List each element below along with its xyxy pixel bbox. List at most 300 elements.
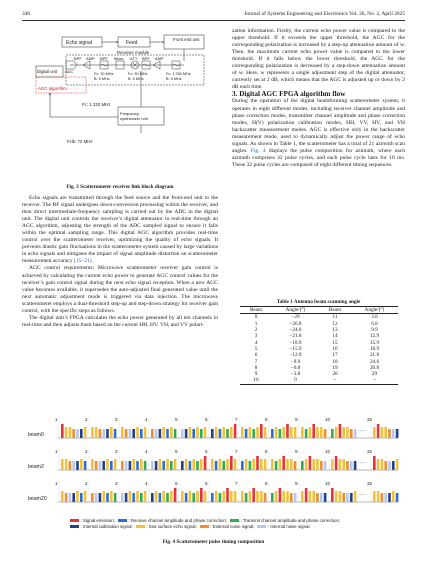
- ellipsis: ······: [358, 428, 368, 433]
- table-cell: 0: [254, 314, 258, 321]
- bpf-label-1: BPF: [74, 56, 82, 61]
- pulse-bar-ext_noise: [290, 493, 293, 502]
- pulse-bar-ext_noise: [69, 461, 72, 470]
- pulse-bar-sea: [339, 491, 342, 502]
- pulse-bar-sea: [166, 459, 169, 470]
- table1: [240, 306, 398, 385]
- cycle-label: 2: [85, 449, 88, 454]
- fclk-label: Fclk: 72 MHz: [67, 139, 93, 144]
- legend-swatch: [70, 519, 79, 522]
- ellipsis: ······: [358, 460, 368, 465]
- legend-item-rx_cal: [118, 518, 227, 523]
- pulse-bar-tx_cal: [192, 493, 195, 502]
- pulse-bar-int_noise: [392, 429, 395, 438]
- pulse-bar-signal: [252, 488, 255, 502]
- pulse-bar-sea: [132, 459, 135, 470]
- pulse-bar-sea: [185, 459, 188, 470]
- pulse-bar-sea: [392, 491, 395, 502]
- table-cell: 3.8: [371, 314, 378, 321]
- fc-1250-label: Fc: 1 250 MHz: [166, 72, 191, 76]
- pulse-bar-signal: [305, 488, 308, 502]
- pulse-bar-sea: [211, 459, 214, 470]
- pulse-bar-tx_cal: [245, 493, 248, 502]
- pulse-bar-sea: [65, 427, 68, 438]
- pulse-bar-tx_cal: [166, 493, 169, 502]
- pulse-bar-sea: [84, 427, 87, 438]
- pulse-bar-ext_noise: [91, 493, 94, 502]
- row-label: beam0: [28, 432, 44, 438]
- pulse-bar-sea: [61, 491, 64, 502]
- pulse-bar-ext_noise: [384, 461, 387, 470]
- pulse-bar-sea: [354, 491, 357, 502]
- pulse-bar-ext_noise: [342, 493, 345, 502]
- pulse-bar-int_noise: [350, 461, 353, 470]
- feed-label: Feed: [126, 40, 138, 46]
- pulse-bar-sea: [91, 427, 94, 438]
- b-5-label-2: B: 5 MHz: [166, 77, 182, 81]
- pulse-bar-sea: [264, 459, 267, 470]
- pulse-bar-sea: [230, 491, 233, 502]
- pulse-bar-int_cal: [99, 493, 102, 502]
- legend-swatch: [136, 525, 145, 528]
- pulse-bar-ext_noise: [324, 429, 327, 438]
- pulse-bar-tx_cal: [275, 461, 278, 470]
- pulse-bar-sea: [222, 491, 225, 502]
- pulse-bar-sea: [290, 427, 293, 438]
- pulse-bar-sea: [342, 459, 345, 470]
- amp-label-1: AMP: [86, 56, 95, 61]
- pulse-bar-tx_cal: [219, 493, 222, 502]
- pulse-bar-tx_cal: [174, 429, 177, 438]
- pulse-bar-int_noise: [125, 461, 128, 470]
- freq-synth-label: Frequency: [120, 111, 139, 116]
- pulse-bar-sea: [249, 427, 252, 438]
- bpf-label-3: BPF: [142, 56, 150, 61]
- row-label: beam20: [28, 496, 47, 502]
- legend-swatch: [118, 519, 127, 522]
- pulse-bar-int_cal: [151, 493, 154, 502]
- bpf2-symbol: [142, 61, 150, 69]
- pulse-bar-rx_cal: [396, 493, 399, 502]
- table-cell: 19: [332, 364, 338, 371]
- table-cell: 9: [254, 371, 258, 378]
- pulse-bar-sea: [312, 459, 315, 470]
- pulse-bar-ext_noise: [381, 493, 384, 502]
- table-cell: −12.9: [289, 352, 302, 359]
- pulse-bar-int_cal: [324, 493, 327, 502]
- pulse-bar-tx_cal: [200, 429, 203, 438]
- pulse-bar-sea: [241, 427, 244, 438]
- left-column: [22, 195, 218, 329]
- table-cell: 2: [254, 327, 258, 334]
- pulse-bar-sea: [84, 491, 87, 502]
- fc-lo-label: Fc: 1 220 MHz: [82, 102, 111, 107]
- cycle-label: 10: [325, 417, 331, 422]
- cycle-label: 1: [55, 481, 58, 486]
- pulse-bar-sea: [249, 491, 252, 502]
- svg-text:synthesizer unit: synthesizer unit: [120, 116, 148, 121]
- legend-swatch: [200, 525, 209, 528]
- legend-item-int_cal: [70, 524, 133, 529]
- pulse-bar-int_cal: [106, 429, 109, 438]
- pulse-bar-rx_cal: [114, 429, 117, 438]
- column-header: Beam: [328, 307, 342, 314]
- table-cell: −29: [291, 314, 300, 321]
- pulse-bar-sea: [230, 427, 233, 438]
- pulse-bar-rx_cal: [211, 493, 214, 502]
- table-cell: 12: [332, 320, 338, 327]
- pulse-bar-int_noise: [346, 493, 349, 502]
- pulse-bar-signal: [230, 456, 233, 470]
- table-cell: 4: [254, 339, 258, 346]
- table-cell: 1: [254, 320, 258, 327]
- receiver-module-label: Receiver module: [117, 50, 150, 55]
- pulse-bar-sea: [320, 427, 323, 438]
- table-cell: 13: [332, 327, 338, 334]
- pulse-bar-ext_noise: [316, 493, 319, 502]
- pulse-bar-int_noise: [69, 493, 72, 502]
- pulse-bar-sea: [159, 459, 162, 470]
- pulse-bar-signal: [286, 424, 289, 438]
- table-cell: 17: [332, 352, 338, 359]
- pulse-bar-sea: [331, 459, 334, 470]
- legend-swatch: [257, 525, 266, 528]
- pulse-bar-sea: [69, 427, 72, 438]
- pulse-bar-int_cal: [350, 493, 353, 502]
- pulse-bar-sea: [215, 427, 218, 438]
- pulse-bar-sea: [196, 427, 199, 438]
- cycle-label: 7: [235, 481, 238, 486]
- pulse-bar-rx_cal: [219, 429, 222, 438]
- table-cell: 26.8: [369, 364, 380, 371]
- pulse-bar-int_noise: [72, 461, 75, 470]
- citation-15-21[interactable]: [15–21].: [72, 258, 94, 265]
- table-cell: 6.8: [371, 320, 378, 327]
- pulse-bar-int_noise: [151, 461, 154, 470]
- pulse-bar-signal: [335, 456, 338, 470]
- pulse-bar-sea: [196, 491, 199, 502]
- pulse-bar-sea: [200, 459, 203, 470]
- pulse-bar-signal: [279, 488, 282, 502]
- pulse-bar-int_cal: [129, 461, 132, 470]
- cycle-label: 4: [145, 417, 148, 422]
- pulse-bar-sea: [91, 459, 94, 470]
- cycle-label: 32: [367, 449, 373, 454]
- ellipsis: ······: [358, 492, 368, 497]
- pulse-bar-sea: [181, 491, 184, 502]
- pulse-bar-signal: [373, 456, 376, 470]
- table-cell: 8: [254, 364, 258, 371]
- cycle-label: 3: [115, 417, 118, 422]
- pulse-bar-int_noise: [388, 461, 391, 470]
- pulse-bar-sea: [170, 491, 173, 502]
- timing-row-beam0: [28, 417, 398, 438]
- pulse-bar-int_cal: [396, 429, 399, 438]
- pulse-bar-int_noise: [320, 493, 323, 502]
- pulse-bar-tx_cal: [226, 429, 229, 438]
- pulse-bar-sea: [252, 459, 255, 470]
- cycle-label: 8: [265, 449, 268, 454]
- pulse-bar-sea: [377, 491, 380, 502]
- pulse-bar-sea: [245, 459, 248, 470]
- cycle-label: 32: [367, 481, 373, 486]
- pulse-bar-sea: [174, 459, 177, 470]
- pulse-bar-int_cal: [155, 461, 158, 470]
- pulse-bar-int_noise: [324, 461, 327, 470]
- pulse-bar-int_noise: [129, 429, 132, 438]
- pulse-bar-int_noise: [354, 429, 357, 438]
- table-cell: −21.8: [289, 333, 302, 340]
- table-cell: 5: [254, 345, 258, 352]
- table-cell: 21.8: [369, 352, 380, 359]
- pulse-bar-sea: [241, 491, 244, 502]
- cycle-label: 9: [295, 481, 298, 486]
- pulse-bar-sea: [256, 491, 259, 502]
- pulse-bar-sea: [377, 459, 380, 470]
- table-cell: −9.9: [290, 358, 301, 365]
- table-cell: 15: [332, 339, 338, 346]
- pulse-bar-int_noise: [121, 493, 124, 502]
- timing-row-beam20: [28, 481, 398, 502]
- table-cell: 7: [254, 358, 258, 365]
- table-cell: 14: [332, 333, 338, 340]
- cycle-label: 8: [265, 481, 268, 486]
- pulse-bar-sea: [275, 491, 278, 502]
- pulse-bar-rx_cal: [110, 461, 113, 470]
- pulse-bar-signal: [260, 424, 263, 438]
- pulse-bar-sea: [381, 459, 384, 470]
- pulse-bar-rx_cal: [215, 461, 218, 470]
- pulse-bar-signal: [204, 456, 207, 470]
- digital-unit-label: Digital unit: [37, 69, 58, 74]
- pulse-bar-signal: [309, 456, 312, 470]
- pulse-bar-sea: [279, 459, 282, 470]
- pulse-bar-tx_cal: [222, 461, 225, 470]
- pulse-bar-int_cal: [185, 429, 188, 438]
- pulse-bar-int_cal: [80, 429, 83, 438]
- pulse-bar-sea: [335, 491, 338, 502]
- table-cell: 11: [332, 314, 338, 321]
- header-rule: [22, 20, 405, 21]
- pulse-bar-signal: [331, 488, 334, 502]
- journal-title: Journal of Systems Engineering and Electronics Vol. 36, No. 2, April 2025: [244, 11, 405, 17]
- row-label: beam2: [28, 464, 44, 470]
- column-header: Angle/(°): [364, 307, 385, 314]
- paragraph: During the operation of the digital beamforming scatterometer system, it operates in eight different modes, including receiver channel amplitude and phase correction modes, transmitter channel amplitude and phase correction modes, H(V) polarization calibration modes, HH, VV, HV, and VH backscatter measurement modes. AGC is effective only in the backscatter measurement mode, used to dynamically adjust the power range of echo signals. As shown in Table 1, the scatterometer has a total of 21 azimuth scan angles. Fig. 4 displays the pulse composition for azimuth, where each azimuth comprises 32 pulse cycles, and each pulse cycle lasts for 10 ms. These 32 pulse cycles are composed of eight different timing sequences.: [232, 98, 405, 168]
- pulse-bar-ext_noise: [320, 461, 323, 470]
- pulse-bar-sea: [294, 427, 297, 438]
- table-cell: 10: [253, 377, 259, 384]
- table1-caption: Table 1 Antenna beam scanning angle: [276, 299, 361, 305]
- table-cell: 20: [332, 371, 338, 378]
- pulse-bar-signal: [200, 488, 203, 502]
- pulse-bar-sea: [204, 427, 207, 438]
- cycle-label: 7: [235, 449, 238, 454]
- pulse-bar-sea: [301, 491, 304, 502]
- cycle-label: 6: [205, 417, 208, 422]
- pulse-bar-rx_cal: [162, 461, 165, 470]
- pulse-bar-sea: [373, 427, 376, 438]
- pulse-bar-sea: [106, 459, 109, 470]
- pulse-bar-int_cal: [72, 493, 75, 502]
- table-cell: –: [373, 377, 376, 384]
- pulse-bar-sea: [260, 491, 263, 502]
- pulse-bar-sea: [316, 427, 319, 438]
- column-header: Angle/(°): [285, 307, 306, 314]
- pulse-bar-sea: [215, 491, 218, 502]
- pulse-bar-sea: [264, 427, 267, 438]
- cycle-label: 7: [235, 417, 238, 422]
- table-cell: 29: [371, 371, 378, 378]
- pulse-bar-ext_noise: [99, 429, 102, 438]
- pulse-bar-sea: [102, 491, 105, 502]
- pulse-bar-ext_noise: [95, 461, 98, 470]
- pulse-bar-sea: [282, 491, 285, 502]
- fig4-caption: Fig. 4 Scatterometer pulse timing composition: [162, 539, 265, 545]
- pulse-bar-rx_cal: [84, 461, 87, 470]
- cycle-label: 3: [115, 481, 118, 486]
- pulse-bar-ext_noise: [350, 429, 353, 438]
- bpf1-symbol: [172, 61, 180, 69]
- pulse-bar-int_noise: [99, 461, 102, 470]
- table-cell: 15.9: [369, 339, 380, 346]
- pulse-bar-rx_cal: [166, 429, 169, 438]
- cycle-label: 8: [265, 417, 268, 422]
- pulse-bar-ext_noise: [346, 461, 349, 470]
- pulse-bar-tx_cal: [252, 429, 255, 438]
- pulse-bar-sea: [136, 427, 139, 438]
- table-cell: 9.9: [371, 327, 378, 334]
- paragraph: AGC control requirements: Microwave scatterometer receiver gain control is achieved by calculating the current echo power to generate AGC control values for the receiver’s gain control signal during the next echo signal reception. When a new AGC value becomes available, it supersedes the auto-adjusted final generated value until the next automatic adjustment mode is triggered via data injection. The microwave scatterometer employs a dual-threshold step-up and step-down strategy for receiver gain control, with the specific steps as follows.: [22, 265, 218, 314]
- pulse-bar-tx_cal: [144, 461, 147, 470]
- pulse-bar-sea: [155, 491, 158, 502]
- pulse-bar-signal: [61, 424, 64, 438]
- pulse-bar-rx_cal: [241, 461, 244, 470]
- pulse-bar-signal: [339, 424, 342, 438]
- fig3-block-diagram: [22, 27, 218, 155]
- pulse-bar-sea: [61, 459, 64, 470]
- cycle-label: 1: [55, 449, 58, 454]
- pulse-bar-sea: [286, 459, 289, 470]
- pulse-bar-int_cal: [125, 493, 128, 502]
- pulse-bar-sea: [286, 491, 289, 502]
- table-row: [240, 377, 398, 384]
- pulse-bar-sea: [110, 427, 113, 438]
- pulse-bar-tx_cal: [196, 461, 199, 470]
- pulse-bar-sea: [140, 459, 143, 470]
- pulse-bar-int_cal: [76, 461, 79, 470]
- cycle-label: 9: [295, 449, 298, 454]
- pulse-bar-sea: [110, 491, 113, 502]
- cycle-label: 2: [85, 417, 88, 422]
- pulse-bar-int_noise: [95, 493, 98, 502]
- table-cell: −15.9: [289, 345, 302, 352]
- legend-label: : Internal noise signal.: [267, 524, 311, 529]
- pulse-bar-tx_cal: [301, 461, 304, 470]
- pulse-bar-tx_cal: [140, 493, 143, 502]
- pulse-bar-sea: [290, 459, 293, 470]
- table-cell: 0: [294, 377, 297, 384]
- pulse-bar-sea: [162, 427, 165, 438]
- pulse-bar-sea: [312, 491, 315, 502]
- pulse-bar-signal: [256, 456, 259, 470]
- legend-label: : Sea surface echo signal;: [146, 524, 197, 529]
- legend-swatch: [230, 519, 239, 522]
- right-column: [232, 28, 405, 169]
- cycle-label: 6: [205, 449, 208, 454]
- pulse-bar-rx_cal: [136, 461, 139, 470]
- timing-row-beam2: [28, 449, 398, 470]
- table-cell: 18: [332, 358, 338, 365]
- legend-label: : External noise signal;: [210, 524, 255, 529]
- pulse-bar-tx_cal: [114, 493, 117, 502]
- pulse-bar-rx_cal: [271, 429, 274, 438]
- pulse-bar-sea: [222, 427, 225, 438]
- cycle-label: 5: [175, 481, 178, 486]
- pulse-bar-tx_cal: [170, 461, 173, 470]
- cycle-label: 1: [55, 417, 58, 422]
- table-cell: –: [333, 377, 337, 384]
- pulse-bar-sea: [381, 427, 384, 438]
- pulse-bar-sea: [226, 459, 229, 470]
- cycle-label: 32: [367, 417, 373, 422]
- pulse-bar-tx_cal: [271, 493, 274, 502]
- pulse-bar-sea: [346, 427, 349, 438]
- fc-30-label-2: Fc: 30 MHz: [128, 72, 148, 76]
- pulse-bar-int_cal: [181, 461, 184, 470]
- fig4-pulse-timing: [22, 410, 405, 516]
- pulse-bar-sea: [192, 459, 195, 470]
- fig4-reference[interactable]: Fig. 4: [250, 147, 266, 154]
- pulse-bar-rx_cal: [185, 493, 188, 502]
- fig3-caption: Fig. 3 Scatterometer receiver link block diagram: [66, 184, 174, 190]
- legend-item-int_noise: [257, 524, 310, 529]
- pulse-bar-signal: [312, 424, 315, 438]
- pulse-bar-sea: [80, 459, 83, 470]
- pulse-bar-sea: [136, 491, 139, 502]
- pulse-bar-sea: [95, 427, 98, 438]
- pulse-bar-sea: [301, 427, 304, 438]
- pulse-bar-sea: [271, 459, 274, 470]
- pulse-bar-sea: [339, 459, 342, 470]
- pulse-bar-ext_noise: [121, 461, 124, 470]
- legend-row: [70, 524, 370, 529]
- pulse-bar-int_noise: [76, 429, 79, 438]
- table-cell: 12.9: [369, 333, 380, 340]
- legend-label: : Receive channel amplitude and phase correction;: [128, 518, 228, 523]
- running-header: [22, 11, 405, 20]
- pulse-bar-tx_cal: [279, 429, 282, 438]
- legend-item-ext_noise: [200, 524, 255, 529]
- pulse-bar-sea: [305, 459, 308, 470]
- pulse-bar-sea: [335, 427, 338, 438]
- echo-signal-label: Echo signal: [66, 40, 92, 46]
- legend-label: : Internal calibration signal;: [80, 524, 133, 529]
- cycle-label: 5: [175, 449, 178, 454]
- att-label: ATT: [130, 56, 138, 61]
- table-cell: −3.8: [290, 371, 301, 378]
- cycle-label: 3: [115, 449, 118, 454]
- legend-label: : Transmit channel amplitude and phase correction;: [240, 518, 341, 523]
- pulse-bar-int_cal: [388, 493, 391, 502]
- pulse-bar-int_noise: [102, 429, 105, 438]
- pulse-bar-ext_noise: [125, 429, 128, 438]
- bpf3-symbol: [100, 61, 108, 69]
- fc-30-label: Fc: 30 MHz: [94, 72, 114, 76]
- pulse-bar-rx_cal: [245, 429, 248, 438]
- table-cell: −24.6: [289, 327, 302, 334]
- cycle-label: 5: [175, 417, 178, 422]
